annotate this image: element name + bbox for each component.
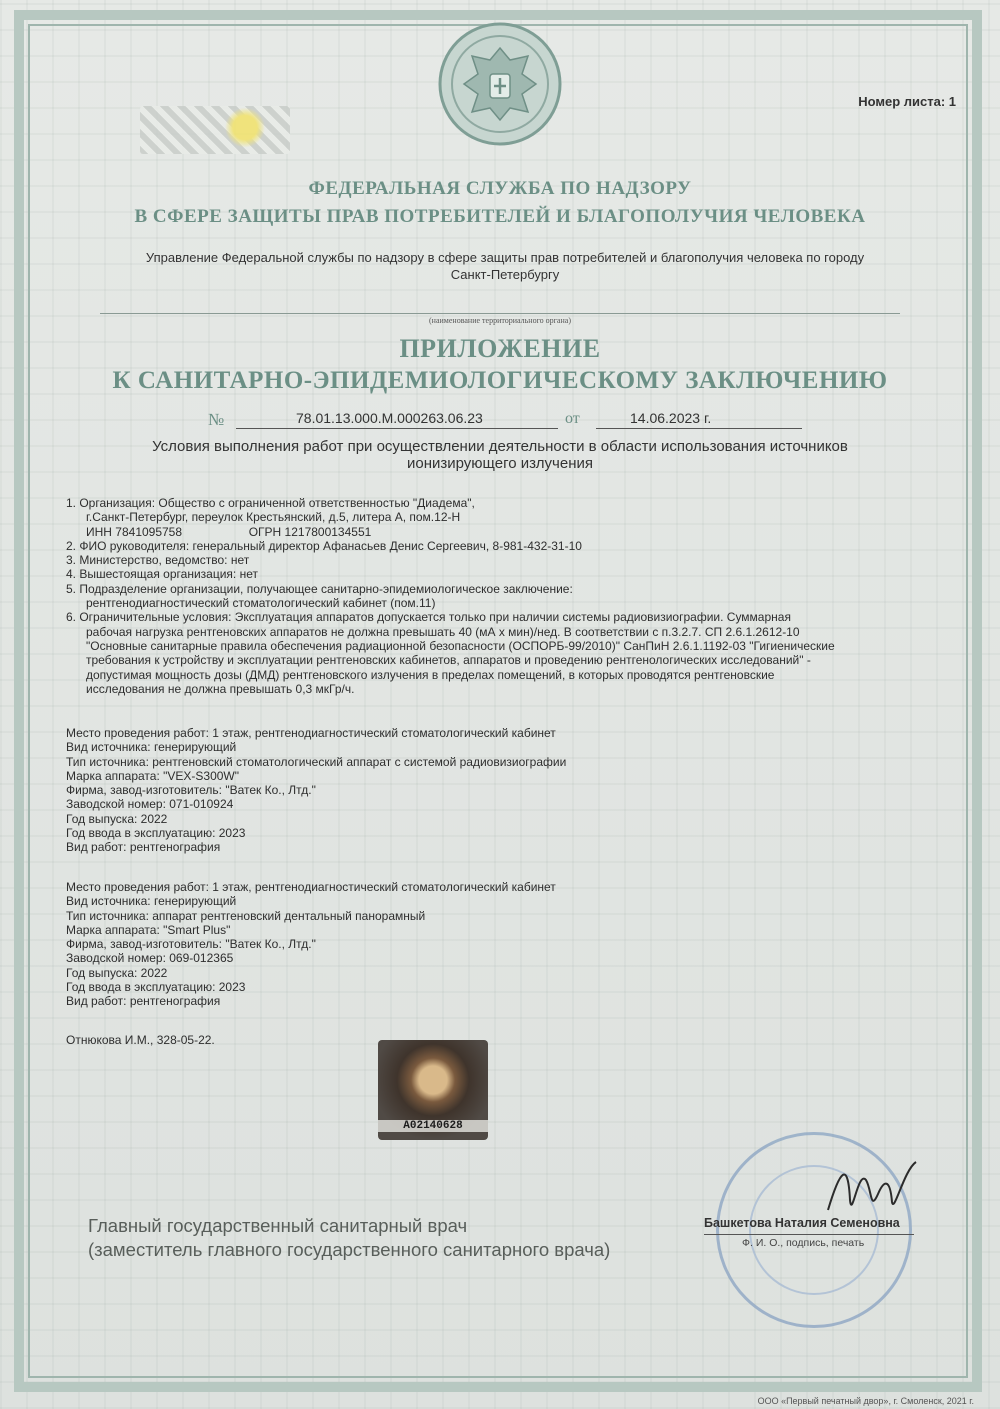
org-line: 1. Организация: Общество с ограниченной ответственностью "Диадема", <box>66 496 475 510</box>
conditions-line1: Условия выполнения работ при осуществлении деятельности в области использования источников <box>152 438 848 455</box>
conditions-heading <box>80 438 920 472</box>
printer-imprint: ООО «Первый печатный двор», г. Смоленск, 2021 г. <box>757 1396 974 1406</box>
signer-name: Башкетова Наталия Семеновна <box>704 1216 900 1230</box>
department-underline <box>100 313 900 314</box>
org-line: ИНН 7841095758 ОГРН 1217800134551 <box>86 524 372 539</box>
org-line: 5. Подразделение организации, получающее санитарно-эпидемиологическое заключение: <box>66 581 573 596</box>
org-line: рабочая нагрузка рентгеновских аппаратов не должна превышать 40 (мА х мин)/нед. В соответствии с п.3.2.7. СП 2.6.1.2612-10 <box>86 624 800 639</box>
org-line: 3. Министерство, ведомство: нет <box>66 553 250 568</box>
org-line: рентгенодиагностический стоматологический кабинет (пом.11) <box>86 596 436 611</box>
position-line2: (заместитель главного государственного санитарного врача) <box>88 1239 611 1260</box>
device-line: Тип источника: аппарат рентгеновский дентальный панорамный <box>66 908 426 923</box>
device-line: Вид работ: рентгенография <box>66 994 221 1009</box>
hologram-code: A02140628 <box>378 1120 488 1132</box>
rospotrebnadzor-emblem-icon <box>436 20 564 148</box>
device-line: Вид источника: генерирующий <box>66 740 237 755</box>
org-line: 4. Вышестоящая организация: нет <box>66 567 258 582</box>
org-line: исследования не должна превышать 0,3 мкГр/ч. <box>86 681 355 696</box>
department-line1: Управление Федеральной службы по надзору в сфере защиты прав потребителей и благополучия человека по городу <box>145 250 865 265</box>
device2-section <box>66 880 936 1009</box>
service-name-line2: В СФЕРЕ ЗАЩИТЫ ПРАВ ПОТРЕБИТЕЛЕЙ И БЛАГОПОЛУЧИЯ ЧЕЛОВЕКА <box>134 206 866 227</box>
signature-caption: Ф. И. О., подпись, печать <box>742 1237 865 1249</box>
device-line: Год ввода в эксплуатацию: 2023 <box>66 980 246 995</box>
device-line: Фирма, завод-изготовитель: "Ватек Ко., Лтд." <box>66 783 316 798</box>
position-line1: Главный государственный санитарный врач <box>88 1215 468 1236</box>
number-sign: № <box>208 410 225 429</box>
device-line: Место проведения работ: 1 этаж, рентгенодиагностический стоматологический кабинет <box>66 726 556 740</box>
doctor-position <box>88 1214 610 1262</box>
org-line: требования к устройству и эксплуатации рентгеновских кабинетов, аппаратов и проведению рентгенологических исследований" - <box>86 653 811 668</box>
conclusion-number-line <box>0 410 1000 430</box>
date-underline <box>596 428 802 429</box>
org-line: "Основные санитарные правила обеспечения радиационной безопасности (ОСПОРБ-99/2010)" СанПиН 2.6.1.1192-03 "Гигиенические <box>86 638 835 653</box>
executor <box>66 1033 936 1047</box>
org-line: 6. Ограничительные условия: Эксплуатация аппаратов допускается только при наличии системы радиовизиографии. Суммарная <box>66 610 791 625</box>
device-line: Год выпуска: 2022 <box>66 965 168 980</box>
hologram-stamp <box>378 1040 488 1140</box>
conclusion-number: 78.01.13.000.М.000263.06.23 <box>296 410 483 426</box>
appendix-subtitle: К САНИТАРНО-ЭПИДЕМИОЛОГИЧЕСКОМУ ЗАКЛЮЧЕНИЮ <box>112 367 888 394</box>
org-line: допустимая мощность дозы (ДМД) рентгеновского излучения в пределах помещений, в которых проводятся рентгеновские <box>86 667 775 682</box>
organization-section <box>66 496 936 696</box>
device-line: Год ввода в эксплуатацию: 2023 <box>66 826 246 841</box>
executor-line: Отнюкова И.М., 328-05-22. <box>66 1033 215 1047</box>
device-line: Вид источника: генерирующий <box>66 894 237 909</box>
from-label: от <box>565 410 580 427</box>
number-underline <box>236 428 558 429</box>
department-name <box>110 249 900 283</box>
device-line: Тип источника: рентгеновский стоматологический аппарат с системой радиовизиографии <box>66 754 567 769</box>
device-line: Марка аппарата: "VEX-S300W" <box>66 768 240 783</box>
hologram-sticker <box>140 106 290 154</box>
device1-section <box>66 726 936 855</box>
device-line: Вид работ: рентгенография <box>66 840 221 855</box>
department-line2: Санкт-Петербургу <box>450 267 560 282</box>
service-name-line1: ФЕДЕРАЛЬНАЯ СЛУЖБА ПО НАДЗОРУ <box>308 178 692 199</box>
device-line: Место проведения работ: 1 этаж, рентгенодиагностический стоматологический кабинет <box>66 880 556 894</box>
conditions-line2: ионизирующего излучения <box>406 455 593 472</box>
device-line: Заводской номер: 071-010924 <box>66 797 234 812</box>
org-line: г.Санкт-Петербург, переулок Крестьянский, д.5, литера А, пом.12-Н <box>86 510 461 525</box>
device-line: Фирма, завод-изготовитель: "Ватек Ко., Лтд." <box>66 937 316 952</box>
sheet-number: Номер листа: 1 <box>858 94 956 109</box>
device-line: Заводской номер: 069-012365 <box>66 951 234 966</box>
appendix-title: ПРИЛОЖЕНИЕ <box>399 334 601 363</box>
device-line: Марка аппарата: "Smart Plus" <box>66 922 231 937</box>
device-line: Год выпуска: 2022 <box>66 811 168 826</box>
department-caption: (наименование территориального органа) <box>429 316 571 325</box>
signer-underline <box>704 1234 914 1235</box>
org-line: 2. ФИО руководителя: генеральный директор Афанасьев Денис Сергеевич, 8-981-432-31-10 <box>66 538 582 553</box>
conclusion-date: 14.06.2023 г. <box>630 410 712 426</box>
